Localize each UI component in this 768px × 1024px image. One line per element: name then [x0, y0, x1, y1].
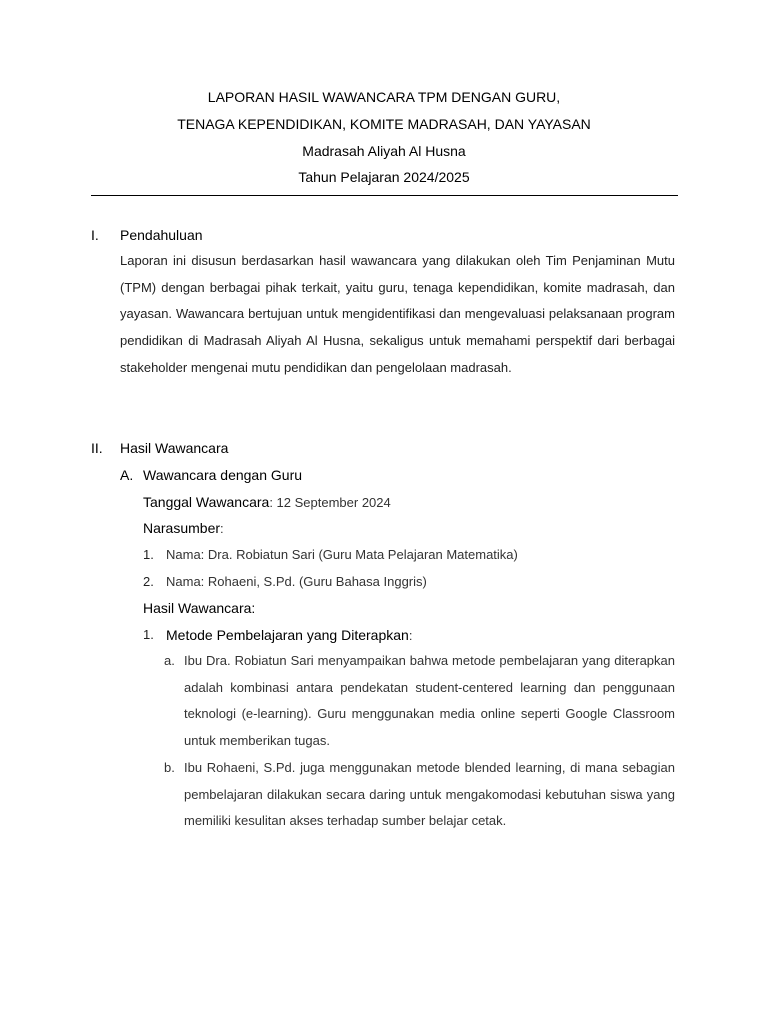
- result-1-title-text: Metode Pembelajaran yang Diterapkan: [166, 627, 409, 643]
- point-b-text: Ibu Rohaeni, S.Pd. juga menggunakan metode blended learning, di mana sebagian pembelajaran dilakukan secara daring untuk mengakomodasi kebutuhan siswa yang memiliki kesulitan akses terhadap sumber belajar cetak.: [184, 760, 675, 829]
- report-title-line-2: TENAGA KEPENDIDIKAN, KOMITE MADRASAH, DAN YAYASAN: [177, 116, 591, 132]
- subsection-a-title: Wawancara dengan Guru: [143, 467, 303, 483]
- title-divider: [91, 195, 678, 196]
- section-2-number: II.: [91, 440, 103, 456]
- sources-heading: [143, 518, 224, 539]
- report-title-line-1: LAPORAN HASIL WAWANCARA TPM DENGAN GURU,: [207, 89, 561, 105]
- result-1-title: [166, 625, 412, 646]
- interview-date: [143, 492, 391, 513]
- source-1-text: Nama: Dra. Robiatun Sari (Guru Mata Pelajaran Matematika): [166, 547, 518, 562]
- point-a-text: Ibu Dra. Robiatun Sari menyampaikan bahwa metode pembelajaran yang diterapkan adalah kombinasi antara pendekatan student-centered learning dan penggunaan teknologi (e-learning). Guru menggunakan media online seperti Google Classroom untuk memberikan tugas.: [184, 653, 675, 749]
- section-1-paragraph: Laporan ini disusun berdasarkan hasil wawancara yang dilakukan oleh Tim Penjaminan Mutu (TPM) dengan berbagai pihak terkait, yaitu guru, tenaga kependidikan, komite madrasah, dan yayasan. Wawancara bertujuan untuk mengidentifikasi dan mengevaluasi pelaksanaan program pendidikan di Madrasah Aliyah Al Husna, sekaligus untuk memahami perspektif dari berbagai stakeholder mengenai mutu pendidikan dan pengelolaan madrasah.: [120, 253, 675, 375]
- result-1-title-colon: :: [408, 628, 413, 643]
- section-1-title: Pendahuluan: [120, 227, 203, 243]
- result-1-number: 1.: [143, 627, 154, 642]
- point-b-letter: b.: [164, 760, 175, 775]
- interview-date-value: : 12 September 2024: [269, 495, 391, 510]
- sources-colon: :: [220, 521, 224, 536]
- source-1-number: 1.: [143, 547, 154, 562]
- source-2-number: 2.: [143, 574, 154, 589]
- section-2-title: Hasil Wawancara: [120, 440, 229, 456]
- point-a-letter: a.: [164, 653, 175, 668]
- report-title-year: Tahun Pelajaran 2024/2025: [298, 169, 470, 185]
- subsection-a-number: A.: [120, 467, 134, 483]
- section-1-number: I.: [91, 227, 99, 243]
- interview-date-label: Tanggal Wawancara: [143, 494, 270, 510]
- report-title-school: Madrasah Aliyah Al Husna: [302, 143, 466, 159]
- results-label: Hasil Wawancara:: [143, 600, 256, 616]
- sources-label: Narasumber: [143, 520, 221, 536]
- source-2-text: Nama: Rohaeni, S.Pd. (Guru Bahasa Inggris): [166, 574, 427, 589]
- results-heading: [143, 598, 255, 619]
